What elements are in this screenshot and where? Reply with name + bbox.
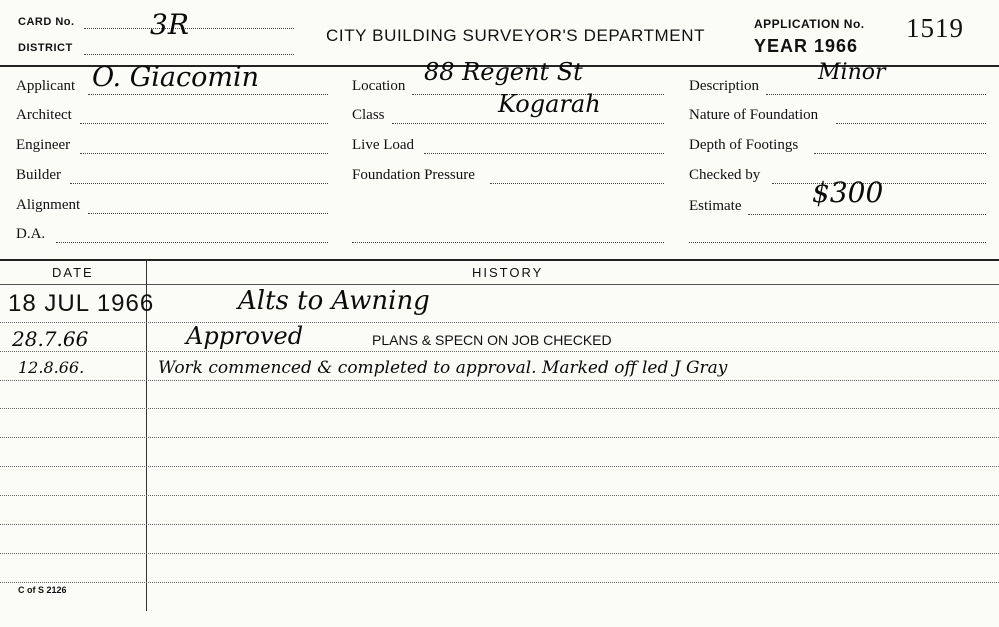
- department-title: CITY BUILDING SURVEYOR'S DEPARTMENT: [326, 26, 706, 45]
- district-line: [84, 54, 294, 55]
- builder-label: Builder: [16, 167, 61, 183]
- engineer-line: [80, 153, 328, 154]
- right-bottom-line: [689, 242, 986, 243]
- da-line: [56, 242, 328, 243]
- history-column-header: HISTORY: [472, 265, 544, 280]
- history-row-line: [0, 437, 999, 438]
- application-label: APPLICATION No.: [754, 17, 865, 31]
- architect-label: Architect: [16, 107, 72, 123]
- form-number: C of S 2126: [18, 585, 67, 595]
- live-load-line: [424, 153, 664, 154]
- history-date-1: 18 JUL 1966: [8, 290, 155, 317]
- estimate-value: $300: [812, 176, 884, 209]
- builder-line: [70, 183, 328, 184]
- description-line: [766, 94, 986, 95]
- alignment-label: Alignment: [16, 197, 81, 213]
- history-date-3: 12.8.66.: [18, 358, 85, 377]
- da-label: D.A.: [16, 226, 46, 242]
- depth-of-footings-label: Depth of Footings: [689, 137, 799, 153]
- history-row-line: [0, 322, 999, 323]
- applicant-line: [88, 94, 328, 95]
- district-label: DISTRICT: [18, 42, 73, 54]
- foundation-pressure-line: [490, 183, 664, 184]
- card-no-label: CARD No.: [18, 16, 75, 28]
- checked-stamp: PLANS & SPECN ON JOB CHECKED: [372, 332, 612, 348]
- live-load-label: Live Load: [352, 137, 415, 153]
- applicant-value: O. Giacomin: [92, 62, 260, 93]
- applicant-label: Applicant: [16, 78, 76, 94]
- date-column-header: DATE: [52, 265, 94, 280]
- estimate-line: [748, 214, 986, 215]
- history-row-line: [0, 495, 999, 496]
- history-row-line: [0, 582, 999, 583]
- middle-bottom-line: [352, 242, 664, 243]
- year-label: YEAR 1966: [754, 36, 859, 56]
- class-value: Kogarah: [498, 90, 601, 118]
- history-row-line: [0, 351, 999, 352]
- history-header-divider: [0, 284, 999, 285]
- application-number: 1519: [906, 13, 964, 43]
- history-text-1: Alts to Awning: [238, 286, 430, 316]
- foundation-pressure-label: Foundation Pressure: [352, 167, 475, 183]
- history-top-divider: [0, 259, 999, 261]
- depth-of-footings-line: [814, 153, 986, 154]
- alignment-line: [88, 213, 328, 214]
- checked-by-label: Checked by: [689, 167, 761, 183]
- history-row-line: [0, 408, 999, 409]
- class-line: [392, 123, 664, 124]
- nature-of-foundation-line: [836, 123, 986, 124]
- history-row-line: [0, 553, 999, 554]
- class-label: Class: [352, 107, 385, 123]
- location-label: Location: [352, 78, 406, 94]
- history-text-3: Work commenced & completed to approval. Marked off led J Gray: [158, 358, 728, 378]
- history-text-2: Approved: [186, 322, 304, 350]
- nature-of-foundation-label: Nature of Foundation: [689, 107, 819, 123]
- estimate-label: Estimate: [689, 198, 742, 214]
- history-row-line: [0, 380, 999, 381]
- engineer-label: Engineer: [16, 137, 71, 153]
- history-date-2: 28.7.66: [12, 327, 89, 351]
- card-no-value: 3R: [150, 8, 189, 41]
- location-value: 88 Regent St: [424, 58, 583, 86]
- architect-line: [80, 123, 328, 124]
- card-no-line: [84, 28, 294, 29]
- history-row-line: [0, 466, 999, 467]
- description-label: Description: [689, 78, 759, 94]
- description-value: Minor: [818, 60, 886, 85]
- history-row-line: [0, 524, 999, 525]
